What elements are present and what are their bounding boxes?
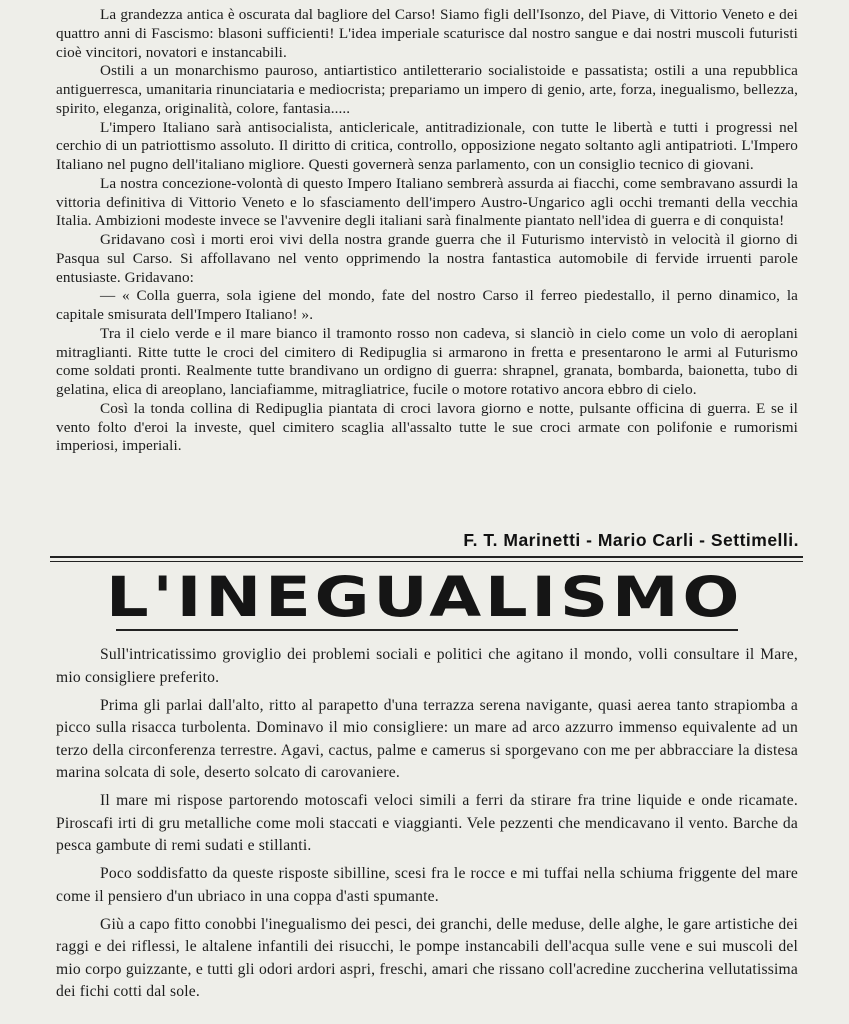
paragraph: Sull'intricatissimo groviglio dei problemi sociali e politici che agitano il mondo, volli consultare il Mare, mio consigliere preferito. (56, 646, 798, 686)
manifesto-text (56, 6, 798, 456)
paragraph: — « Colla guerra, sola igiene del mondo, fate del nostro Carso il ferreo piedestallo, il perno dinamico, la capitale smisurata dell'Impero Italiano! ». (56, 287, 798, 323)
paragraph: La nostra concezione-volontà di questo Impero Italiano sembrerà assurda ai fiacchi, come sembravano assurdi la vittoria definitiva di Vittorio Veneto e lo sfasciamento dell'impero Austro-Ungarico agli occhi tremanti della vecchia Italia. Ambizioni modeste invece se l'avvenire degli italiani sarà finalmente piantato nell'idea di guerra e di conquista! (56, 174, 798, 230)
paragraph: L'impero Italiano sarà antisocialista, anticlericale, antitradizionale, con tutte le libertà e tutti i progressi nel cerchio di un patriottismo assoluto. Il diritto di critica, controllo, opposizione negato soltanto agli antipatrioti. L'Impero Italiano nel pugno dell'italiano migliore. Questi governerà senza parlamento, con un consiglio tecnico di giovani. (56, 118, 798, 173)
divider-rule (50, 561, 803, 562)
paragraph: La grandezza antica è oscurata dal bagliore del Carso! Siamo figli dell'Isonzo, del Piave, di Vittorio Veneto e dei quattro anni di Fascismo: blasoni sufficienti! L'idea imperiale scaturisce dal nostro sangue e dai nostri muscoli futuristi cioè vincitori, novatori e instancabili. (56, 6, 798, 61)
title-underline (116, 629, 738, 631)
paragraph: Il mare mi rispose partorendo motoscafi veloci simili a ferri da stirare fra trine liquide e onde ricamate. Piroscafi irti di gru metalliche come moli staccati e viaggianti. Vele pezzenti che mendicavano il vento. Barche da pesca gambute di remi sudati e stillanti. (56, 792, 798, 854)
paragraph: Prima gli parlai dall'alto, ritto al parapetto d'una terrazza serena navigante, quasi aerea tanto strapiomba a picco sulla risacca turbolenta. Dominavo il mio consigliere: un mare ad arco azzurro immenso equivalente ad un terzo della circonferenza terrestre. Agavi, cactus, palme e camerus si sporgevano con me per abbracciare la distesa marina solcata di sole, deserto solcato di carovaniere. (56, 696, 798, 781)
divider-rule (50, 556, 803, 558)
article-title: L'INEGUALISMO (105, 565, 744, 629)
paragraph: Poco soddisfatto da queste risposte sibilline, scesi fra le rocce e mi tuffai nella schiuma friggente del mare come il pensiero d'un ubriaco in una coppa d'asti spumante. (56, 865, 798, 905)
paragraph: Tra il cielo verde e il mare bianco il tramonto rosso non cadeva, si slanciò in cielo come un volo di aeroplani mitraglianti. Ritte tutte le croci del cimitero di Redipuglia si armarono in fretta e presentarono le armi al Futurismo come soldati pronti. Realmente tutte brandivano un ordigno di guerra: shrapnel, granata, bombarda, baionetta, tubo di gelatina, elica di areoplano, lanciafiamme, mitragliatrice, fucile o motore rotativo ancora ebbro di cielo. (56, 324, 798, 398)
article-body (56, 644, 798, 1009)
paragraph: Giù a capo fitto conobbi l'inegualismo dei pesci, dei granchi, delle meduse, delle alghe, le gare artistiche dei raggi e dei riflessi, le altalene infantili dei risucchi, le pompe instancabili dell'acqua sulle vene e sui muscoli del mio corpo guizzante, e tutti gli odori ardori aspri, freschi, amari che rissano coll'acredine zuccherina vellutatissima dei fichi cotti dal sole. (56, 915, 798, 1000)
paragraph: Così la tonda collina di Redipuglia piantata di croci lavora giorno e notte, pulsante officina di guerra. E se il vento folto d'eroi la investe, quel cimitero scaglia all'assalto tutte le sue croci armate con polifonie e rumorismi imperiosi, imperiali. (56, 399, 798, 455)
paragraph: Ostili a un monarchismo pauroso, antiartistico antiletterario socialistoide e passatista; ostili a una repubblica antiguerresca, umanitaria rinunciataria e mediocrista; prepariamo un impero di genio, arte, forza, inegualismo, bellezza, spirito, eleganza, originalità, colore, fantasia..... (56, 62, 798, 117)
author-signature: F. T. Marinetti - Mario Carli - Settimelli. (463, 530, 799, 550)
paragraph: Gridavano così i morti eroi vivi della nostra grande guerra che il Futurismo intervistò in velocità il giorno di Pasqua sul Carso. Si affollavano nel vento opprimendo la nostra fantastica automobile di fervide irruenti parole entusiaste. Gridavano: (56, 231, 798, 286)
